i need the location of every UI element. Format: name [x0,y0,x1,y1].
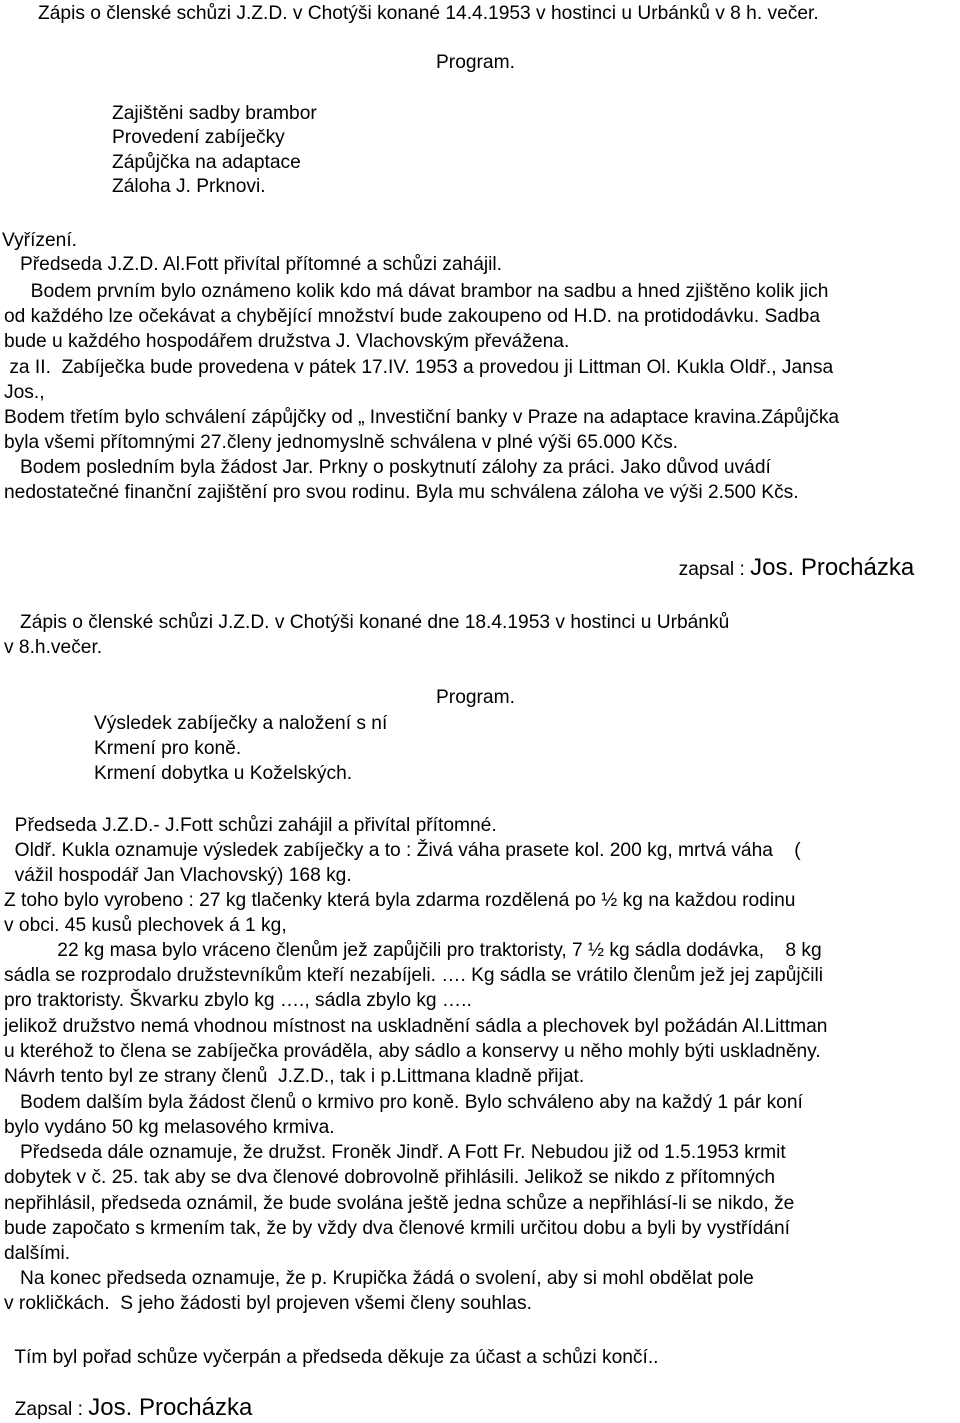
minutes2-body-line: 22 kg masa bylo vráceno členům jež zapůjčili pro traktoristy, 7 ½ kg sádla dodávka, 8 kg [4,940,822,961]
minutes1-program-item: Provedení zabíječky [112,127,285,148]
recorded-by-name: Jos. Procházka [750,554,915,581]
minutes2-body-line: u kteréhož to člena se zabíječka prováděla, aby sádlo a konservy u něho mohly býti uskladněny. [4,1041,821,1062]
minutes1-body-line: bude u každého hospodářem družstva J. Vlachovským převážena. [4,331,570,352]
minutes2-body-line: v obci. 45 kusů plechovek á 1 kg, [4,915,287,936]
minutes1-program-heading: Program. [436,52,515,73]
minutes2-title-line: Zápis o členské schůzi J.Z.D. v Chotýši konané dne 18.4.1953 v hostinci u Urbánků [4,612,730,633]
minutes1-program-item: Záloha J. Prknovi. [112,176,266,197]
minutes1-title: Zápis o členské schůzi J.Z.D. v Chotýši konané 14.4.1953 v hostinci u Urbánků v 8 h. večer. [38,3,819,24]
minutes1-body-line: Předseda J.Z.D. Al.Fott přivítal přítomné a schůzi zahájil. [4,254,503,275]
minutes2-closing: Tím byl pořad schůze vyčerpán a předseda děkuje za účast a schůzi končí.. [4,1347,659,1368]
minutes1-body-line: Bodem posledním byla žádost Jar. Prkny o poskytnutí zálohy za práci. Jako důvod uvádí [4,457,771,478]
minutes2-body-line: nepřihlásil, předseda oznámil, že bude svolána ještě jedna schůze a nepřihlásí-li se nikdo, že [4,1193,795,1214]
minutes2-body-line: dobytek v č. 25. tak aby se dva členové dobrovolně přihlásili. Jelikož se nikdo z přítomných [4,1167,776,1188]
minutes2-program-item: Krmení pro koně. [94,738,242,759]
minutes2-title-line: v 8.h.večer. [4,637,103,658]
minutes2-body-line: Předseda dále oznamuje, že družst. Froněk Jindř. A Fott Fr. Nebudou již od 1.5.1953 krmit [4,1142,786,1163]
minutes1-signature [668,529,914,583]
minutes2-program-heading: Program. [436,687,515,708]
minutes2-body-line: jelikož družstvo nemá vhodnou místnost na uskladnění sádla a plechovek byl požádán Al.Littman [4,1016,828,1037]
minutes1-body-line: byla všemi přítomnými 27.členy jednomyslně schválena v plné výši 65.000 Kčs. [4,432,679,453]
minutes2-body-line: pro traktoristy. Škvarku zbylo kg …., sádla zbylo kg ….. [4,990,472,1011]
minutes2-signature [4,1369,252,1423]
recorded-by-name: Jos. Procházka [88,1394,253,1421]
minutes2-body-line: Předseda J.Z.D.- J.Fott schůzi zahájil a přivítal přítomné. [4,815,497,836]
minutes2-program-item: Výsledek zabíječky a naložení s ní [94,713,388,734]
minutes2-body-line: Z toho bylo vyrobeno : 27 kg tlačenky která byla zdarma rozdělená po ½ kg na každou rodinu [4,890,796,911]
minutes2-body-line: Na konec předseda oznamuje, že p. Krupička žádá o svolení, aby si mohl obdělat pole [4,1268,754,1289]
recorded-by-label: Zapsal : [14,1399,89,1420]
minutes1-body-line: od každého lze očekávat a chybějící množství bude zakoupeno od H.D. na protidodávku. Sadba [4,306,820,327]
minutes1-program-item: Zápůjčka na adaptace [112,152,301,173]
minutes2-body-line: vážil hospodář Jan Vlachovský) 168 kg. [4,865,352,886]
minutes2-body-line: v rokličkách. S jeho žádosti byl projeven všemi členy souhlas. [4,1293,532,1314]
minutes2-body-line: Bodem dalším byla žádost členů o krmivo pro koně. Bylo schváleno aby na každý 1 pár koní [4,1092,803,1113]
minutes1-body-line: nedostatečné finanční zajištění pro svou rodinu. Byla mu schválena záloha ve výši 2.500 Kčs. [4,482,799,503]
minutes2-body-line: Oldř. Kukla oznamuje výsledek zabíječky a to : Živá váha prasete kol. 200 kg, mrtvá váha ( [4,840,801,861]
minutes1-body-line: Jos., [4,382,45,403]
minutes1-body-line: za II. Zabíječka bude provedena v pátek 17.IV. 1953 a provedou ji Littman Ol. Kukla Oldř., Jansa [4,357,834,378]
minutes2-body-line: bylo vydáno 50 kg melasového krmiva. [4,1117,335,1138]
minutes1-body-line: Bodem prvním bylo oznámeno kolik kdo má dávat brambor na sadbu a hned zjištěno kolik jich [4,281,829,302]
minutes1-section-heading: Vyřízení. [2,230,77,251]
minutes1-program-item: Zajištěni sadby brambor [112,103,317,124]
minutes2-program-item: Krmení dobytka u Koželských. [94,763,353,784]
minutes2-body-line: Návrh tento byl ze strany členů J.Z.D., tak i p.Littmana kladně přijat. [4,1066,585,1087]
minutes2-body-line: sádla se rozprodalo družstevníkům kteří nezabíjeli. …. Kg sádla se vrátilo členům jež jej zapůjčili [4,965,824,986]
minutes2-body-line: bude započato s krmením tak, že by vždy dva členové krmili určitou dobu a byli by vystřídání [4,1218,790,1239]
minutes2-body-line: dalšími. [4,1243,71,1264]
minutes1-body-line: Bodem třetím bylo schválení zápůjčky od „ Investiční banky v Praze na adaptace kravina.Zápůjčka [4,407,840,428]
recorded-by-label: zapsal : [678,559,751,580]
